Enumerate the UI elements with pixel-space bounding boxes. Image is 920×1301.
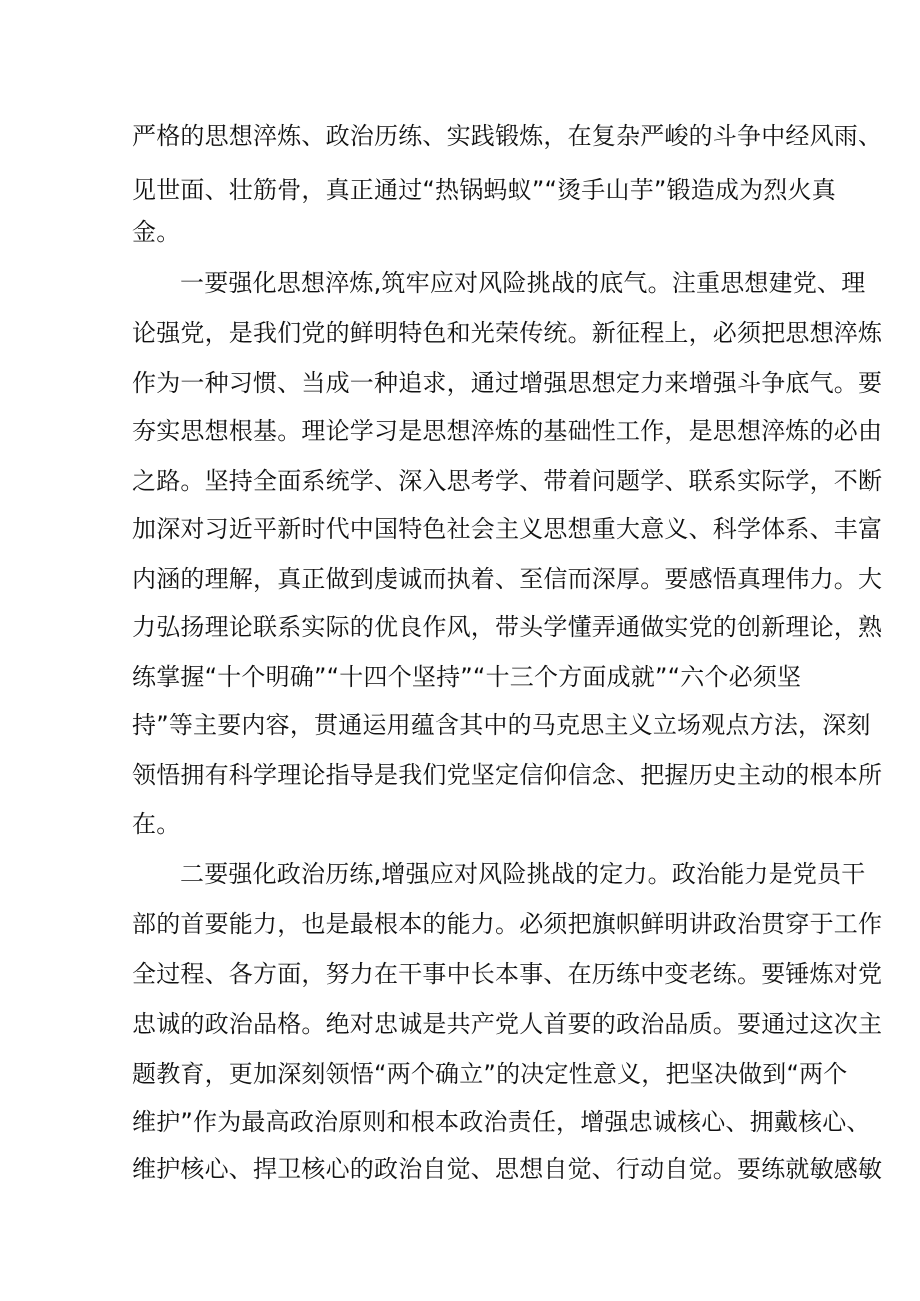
paragraph-3-line-5: 题教育，更加深刻领悟“两个确立”的决定性意义，把坚决做到“两个 bbox=[132, 1060, 848, 1088]
paragraph-3-line-2: 部的首要能力，也是最根本的能力。必须把旗帜鲜明讲政治贯穿于工作 bbox=[132, 910, 883, 938]
paragraph-3-line-3: 全过程、各方面，努力在干事中长本事、在历练中变老练。要锤炼对党 bbox=[132, 960, 883, 988]
paragraph-2-line-10: 持”等主要内容，贯通运用蕴含其中的马克思主义立场观点方法，深刻 bbox=[132, 711, 871, 739]
paragraph-1-line-2: 见世面、壮筋骨，真正通过“热锅蚂蚁”“烫手山芋”锻造成为烈火真 bbox=[132, 176, 836, 204]
paragraph-2-line-8: 力弘扬理论联系实际的优良作风，带头学懂弄通做实党的创新理论，熟 bbox=[132, 613, 883, 641]
paragraph-1-line-3: 金。 bbox=[132, 218, 181, 246]
paragraph-2-line-3: 作为一种习惯、当成一种追求，通过增强思想定力来增强斗争底气。要 bbox=[132, 369, 883, 397]
paragraph-2-heading-line: 一要强化思想淬炼,筑牢应对风险挑战的底气。注重思想建党、理 bbox=[180, 269, 866, 297]
paragraph-3-line-7: 维护核心、捍卫核心的政治自觉、思想自觉、行动自觉。要练就敏感敏 bbox=[132, 1155, 883, 1183]
paragraph-3-line-4: 忠诚的政治品格。绝对忠诚是共产党人首要的政治品质。要通过这次主 bbox=[132, 1010, 883, 1038]
paragraph-2-line-2: 论强党，是我们党的鲜明特色和光荣传统。新征程上，必须把思想淬炼 bbox=[132, 319, 883, 347]
paragraph-3-heading-line: 二要强化政治历练,增强应对风险挑战的定力。政治能力是党员干 bbox=[180, 860, 866, 888]
paragraph-2-line-12: 在。 bbox=[132, 810, 181, 838]
paragraph-3-line-6: 维护”作为最高政治原则和根本政治责任，增强忠诚核心、拥戴核心、 bbox=[132, 1108, 871, 1136]
paragraph-2-line-9: 练掌握“十个明确”“十四个坚持”“十三个方面成就”“六个必须坚 bbox=[132, 663, 802, 691]
paragraph-2-line-4: 夯实思想根基。理论学习是思想淬炼的基础性工作，是思想淬炼的必由 bbox=[132, 417, 883, 445]
paragraph-1-line-1: 严格的思想淬炼、政治历练、实践锻炼，在复杂严峻的斗争中经风雨、 bbox=[132, 122, 883, 150]
paragraph-2-line-11: 领悟拥有科学理论指导是我们党坚定信仰信念、把握历史主动的根本所 bbox=[132, 761, 883, 789]
paragraph-2-line-5: 之路。坚持全面系统学、深入思考学、带着问题学、联系实际学，不断 bbox=[132, 467, 883, 495]
paragraph-2-line-6: 加深对习近平新时代中国特色社会主义思想重大意义、科学体系、丰富 bbox=[132, 515, 883, 543]
paragraph-2-line-7: 内涵的理解，真正做到虔诚而执着、至信而深厚。要感悟真理伟力。大 bbox=[132, 565, 883, 593]
